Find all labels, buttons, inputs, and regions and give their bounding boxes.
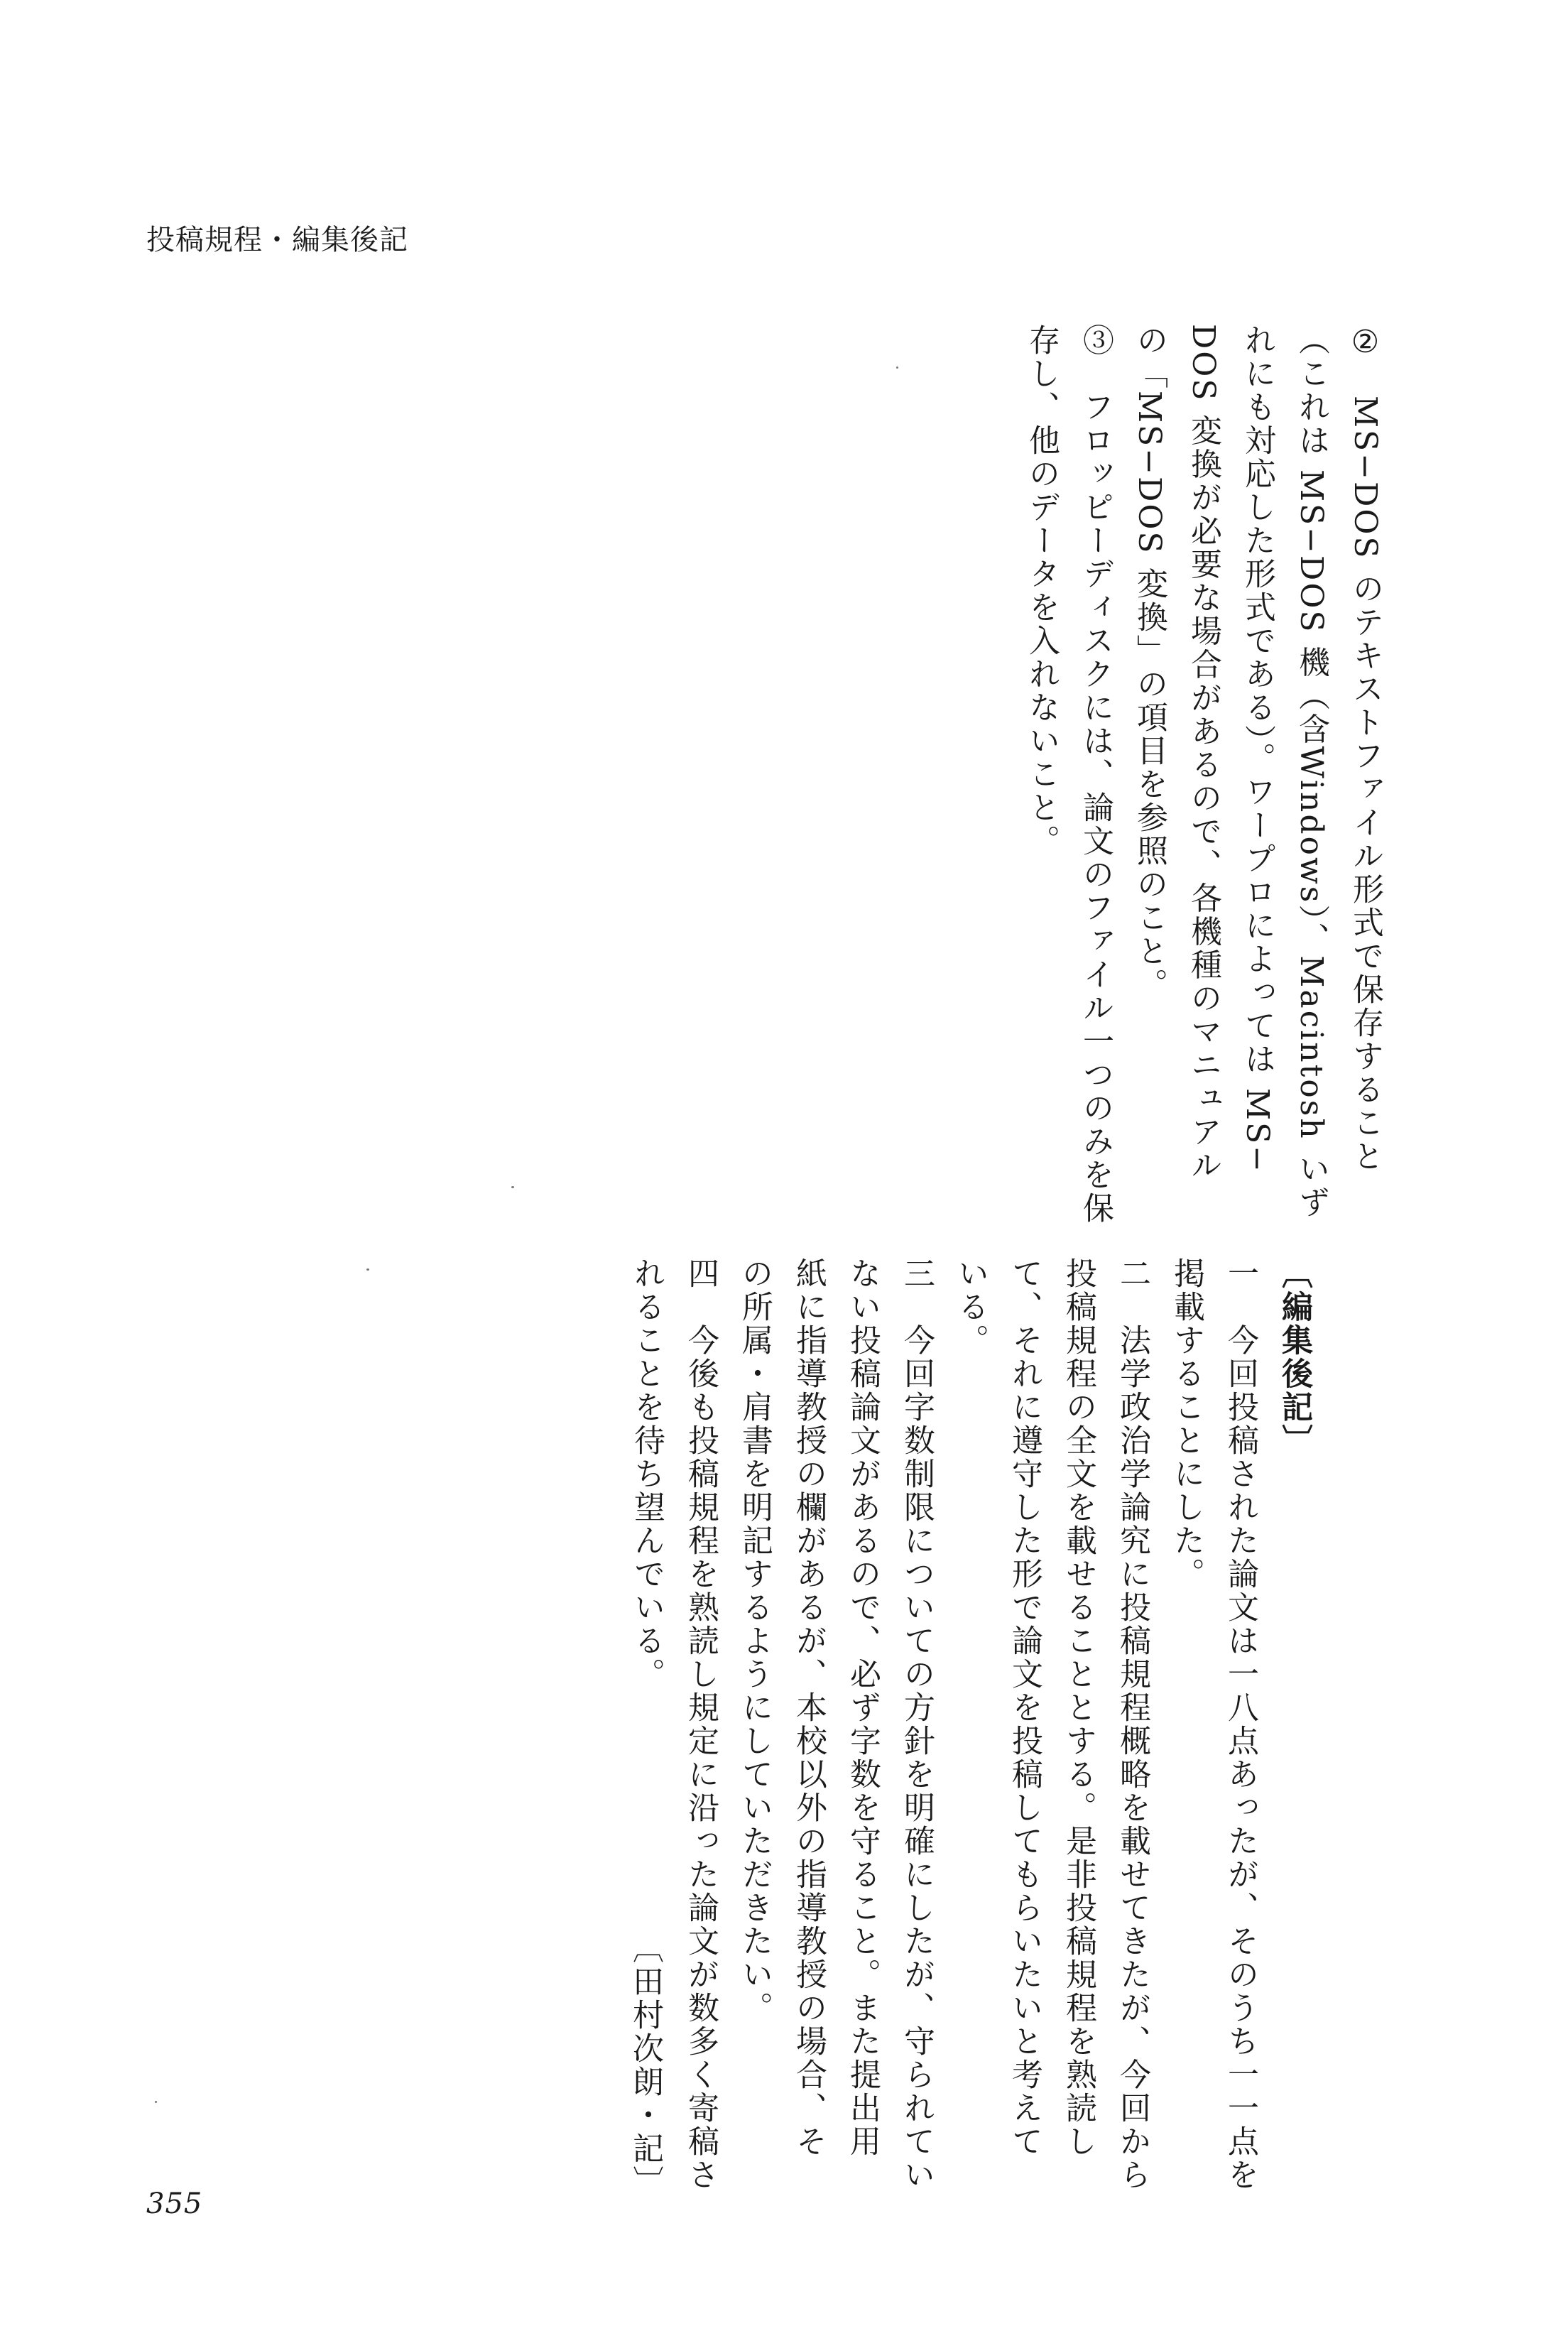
editorial-line: 二 法学政治学論究に投稿規程概略を載せてきたが、今回から (1114, 1257, 1150, 2192)
editorial-line: の所属・肩書を明記するようにしていただきたい。 (736, 1257, 773, 2025)
rule-line: DOS 変換が必要な場合があるので、各機種のマニュアル (1185, 324, 1221, 1183)
scan-speck (511, 1186, 514, 1188)
editorial-line: 紙に指導教授の欄があるが、本校以外の指導教授の場合、そ (790, 1257, 827, 2158)
editorial-line: 三 今回字数制限についての方針を明確にしたが、守られてい (898, 1257, 935, 2192)
editor-signature: 〔田村次朗・記〕 (627, 1932, 663, 2199)
editorial-line: いる。 (952, 1257, 989, 1357)
scan-speck (366, 1268, 369, 1271)
submission-rules-continued (994, 324, 1392, 1225)
editorial-line: ない投稿論文があるので、必ず字数を守ること。また提出用 (844, 1257, 881, 2158)
editorial-heading: 〔編集後記〕 (1276, 1257, 1312, 1457)
rule-line: の「MS−DOS 変換」の項目を参照のこと。 (1131, 324, 1167, 1001)
page-number: 355 (146, 2188, 203, 2220)
scan-speck (896, 366, 898, 369)
editorial-line: 投稿規程の全文を載せることとする。是非投稿規程を熟読し (1060, 1257, 1096, 2158)
rule-line: （これは MS−DOS 機（含Windows）、Macintosh いず (1293, 324, 1329, 1219)
editorial-line: 一 今回投稿された論文は一八点あったが、そのうち一一点を (1222, 1257, 1258, 2192)
rule-line: 存し、他のデータを入れないこと。 (1023, 324, 1060, 858)
editorial-line: て、それに遵守した形で論文を投稿してもらいたいと考えて (1006, 1257, 1042, 2158)
scan-speck (155, 2101, 157, 2103)
rule-line: ③ フロッピーディスクには、論文のファイル一つのみを保 (1077, 324, 1114, 1225)
rule-line: ② MS−DOS のテキストファイル形式で保存すること (1347, 324, 1383, 1173)
editorial-line: 掲載することにした。 (1168, 1257, 1204, 1591)
editorial-line: 四 今後も投稿規程を熟読し規定に沿った論文が数多く寄稿さ (682, 1257, 719, 2192)
editorial-line: れることを待ち望んでいる。 (628, 1257, 665, 1691)
rule-line: れにも対応した形式である）。ワープロによっては MS− (1239, 324, 1275, 1175)
running-head: 投稿規程・編集後記 (146, 224, 408, 256)
